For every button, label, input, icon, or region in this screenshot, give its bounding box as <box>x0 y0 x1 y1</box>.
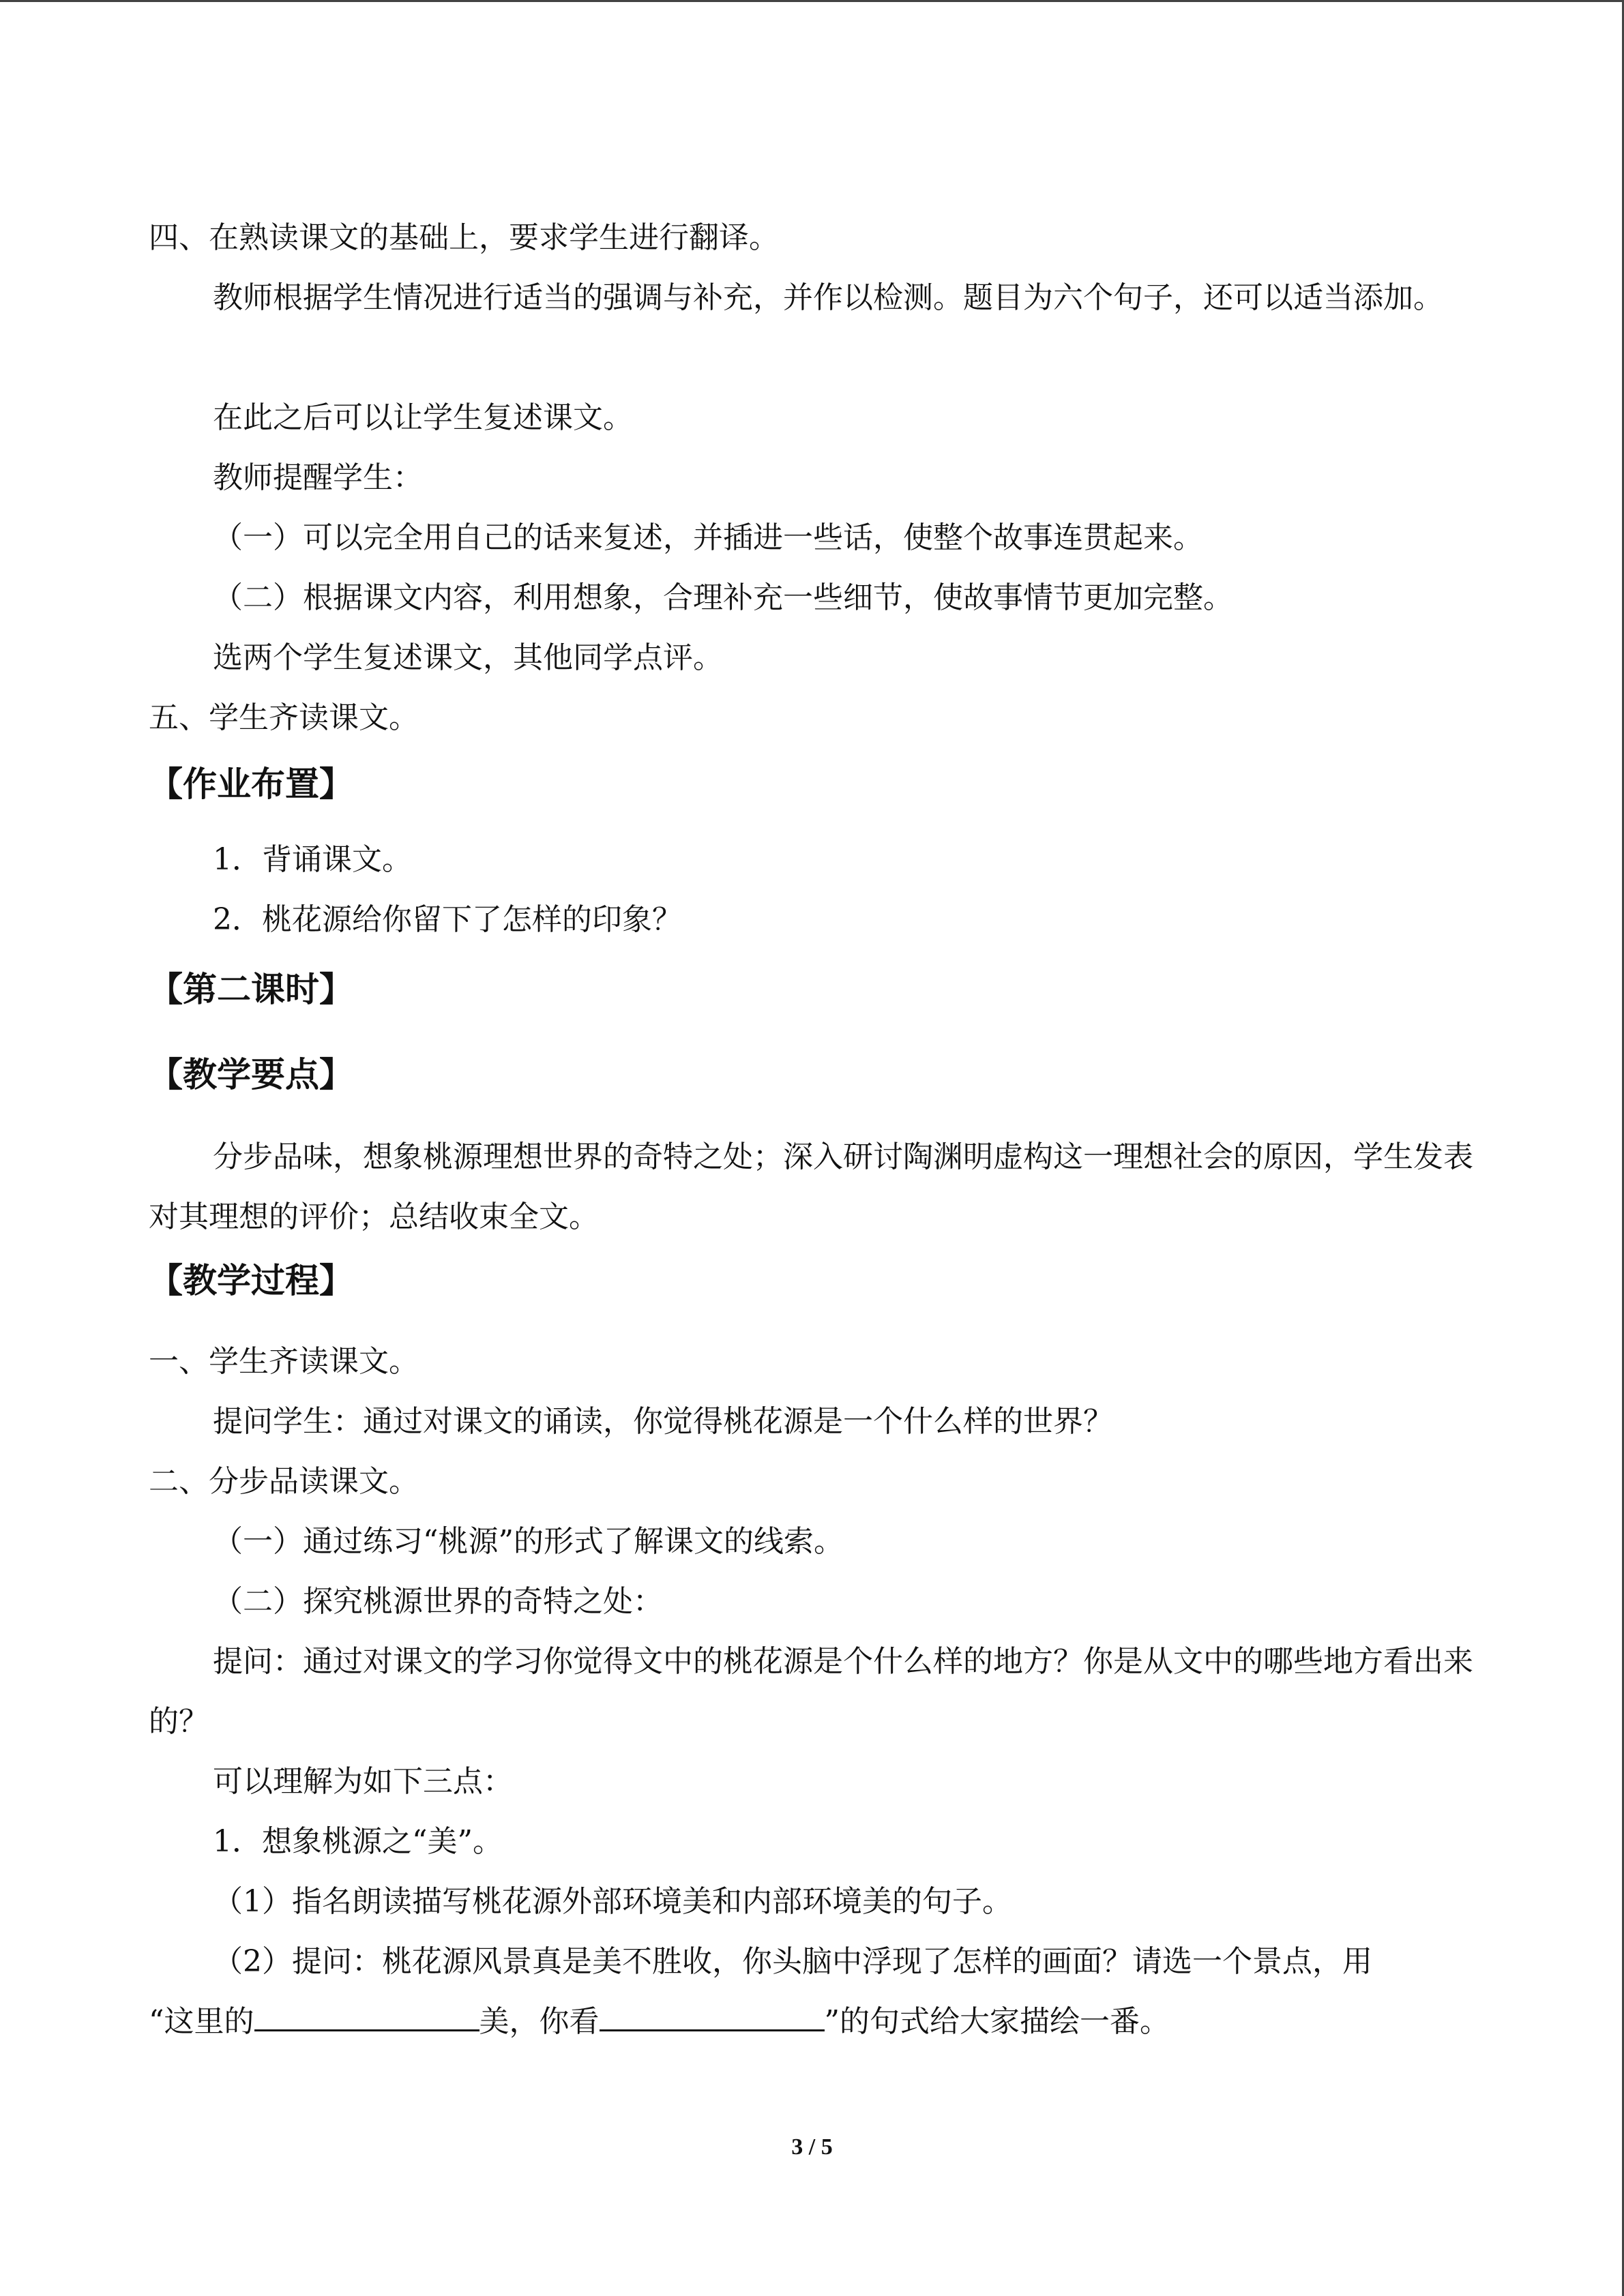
heading-teaching-points: 【教学要点】 <box>149 1055 353 1094</box>
reminder-item-two: （二）根据课文内容，利用想象，合理补充一些细节，使故事情节更加完整。 <box>213 580 1233 615</box>
question-students-line: 提问学生：通过对课文的诵读，你觉得桃花源是一个什么样的世界？ <box>213 1404 1113 1439</box>
teacher-instruction-paragraph: 教师根据学生情况进行适当的强调与补充，并作以检测。题目为六个句子，还可以适当添加。 <box>213 280 1443 315</box>
fill-blank-two <box>600 1999 825 2031</box>
step-two-item-one: （一）通过练习“桃源”的形式了解课文的线索。 <box>213 1524 844 1559</box>
process-step-one: 一、学生齐读课文。 <box>149 1344 419 1379</box>
step-two-item-two: （二）探究桃源世界的奇特之处： <box>213 1584 663 1619</box>
page-number: 3 / 5 <box>791 2134 833 2160</box>
teacher-reminder-line: 教师提醒学生： <box>213 460 423 495</box>
question-paragraph: 提问：通过对课文的学习你觉得文中的桃花源是个什么样的地方？你是从文中的哪些地方看出来的？ <box>149 1644 1473 1739</box>
homework-item-one: 1．背诵课文。 <box>213 842 412 877</box>
section-four-line: 四、在熟读课文的基础上，要求学生进行翻译。 <box>149 220 779 255</box>
fill-in-sentence <box>149 1992 1170 2052</box>
point-one-sub-two: （2）提问：桃花源风景真是美不胜收，你头脑中浮现了怎样的画面？请选一个景点，用 <box>213 1944 1372 1979</box>
homework-item-two: 2．桃花源给你留下了怎样的印象？ <box>213 902 682 937</box>
point-one-line: 1．想象桃源之“美”。 <box>213 1824 503 1859</box>
heading-homework: 【作业布置】 <box>149 764 353 804</box>
point-one-sub-one: （1）指名朗读描写桃花源外部环境美和内部环境美的句子。 <box>213 1884 1012 1919</box>
fill-blank-one <box>254 1999 479 2031</box>
teaching-points-paragraph: 分步品味，想象桃源理想世界的奇特之处；深入研讨陶渊明虚构这一理想社会的原因，学生发表对其理想的评价；总结收束全文。 <box>149 1139 1473 1234</box>
page-border-top <box>0 0 1624 2</box>
fill-in-suffix: ”的句式给大家描绘一番。 <box>824 2004 1170 2039</box>
process-step-two: 二、分步品读课文。 <box>149 1464 419 1499</box>
section-five-line: 五、学生齐读课文。 <box>149 700 419 735</box>
peer-review-line: 选两个学生复述课文，其他同学点评。 <box>213 640 723 675</box>
fill-in-middle: 美，你看 <box>479 2004 600 2039</box>
retell-line: 在此之后可以让学生复述课文。 <box>213 400 633 435</box>
heading-teaching-process: 【教学过程】 <box>149 1261 353 1300</box>
reminder-item-one: （一）可以完全用自己的话来复述，并插进一些话，使整个故事连贯起来。 <box>213 520 1203 555</box>
three-points-line: 可以理解为如下三点： <box>213 1764 513 1799</box>
fill-in-prefix: “这里的 <box>149 2004 254 2039</box>
heading-second-lesson: 【第二课时】 <box>149 970 353 1009</box>
